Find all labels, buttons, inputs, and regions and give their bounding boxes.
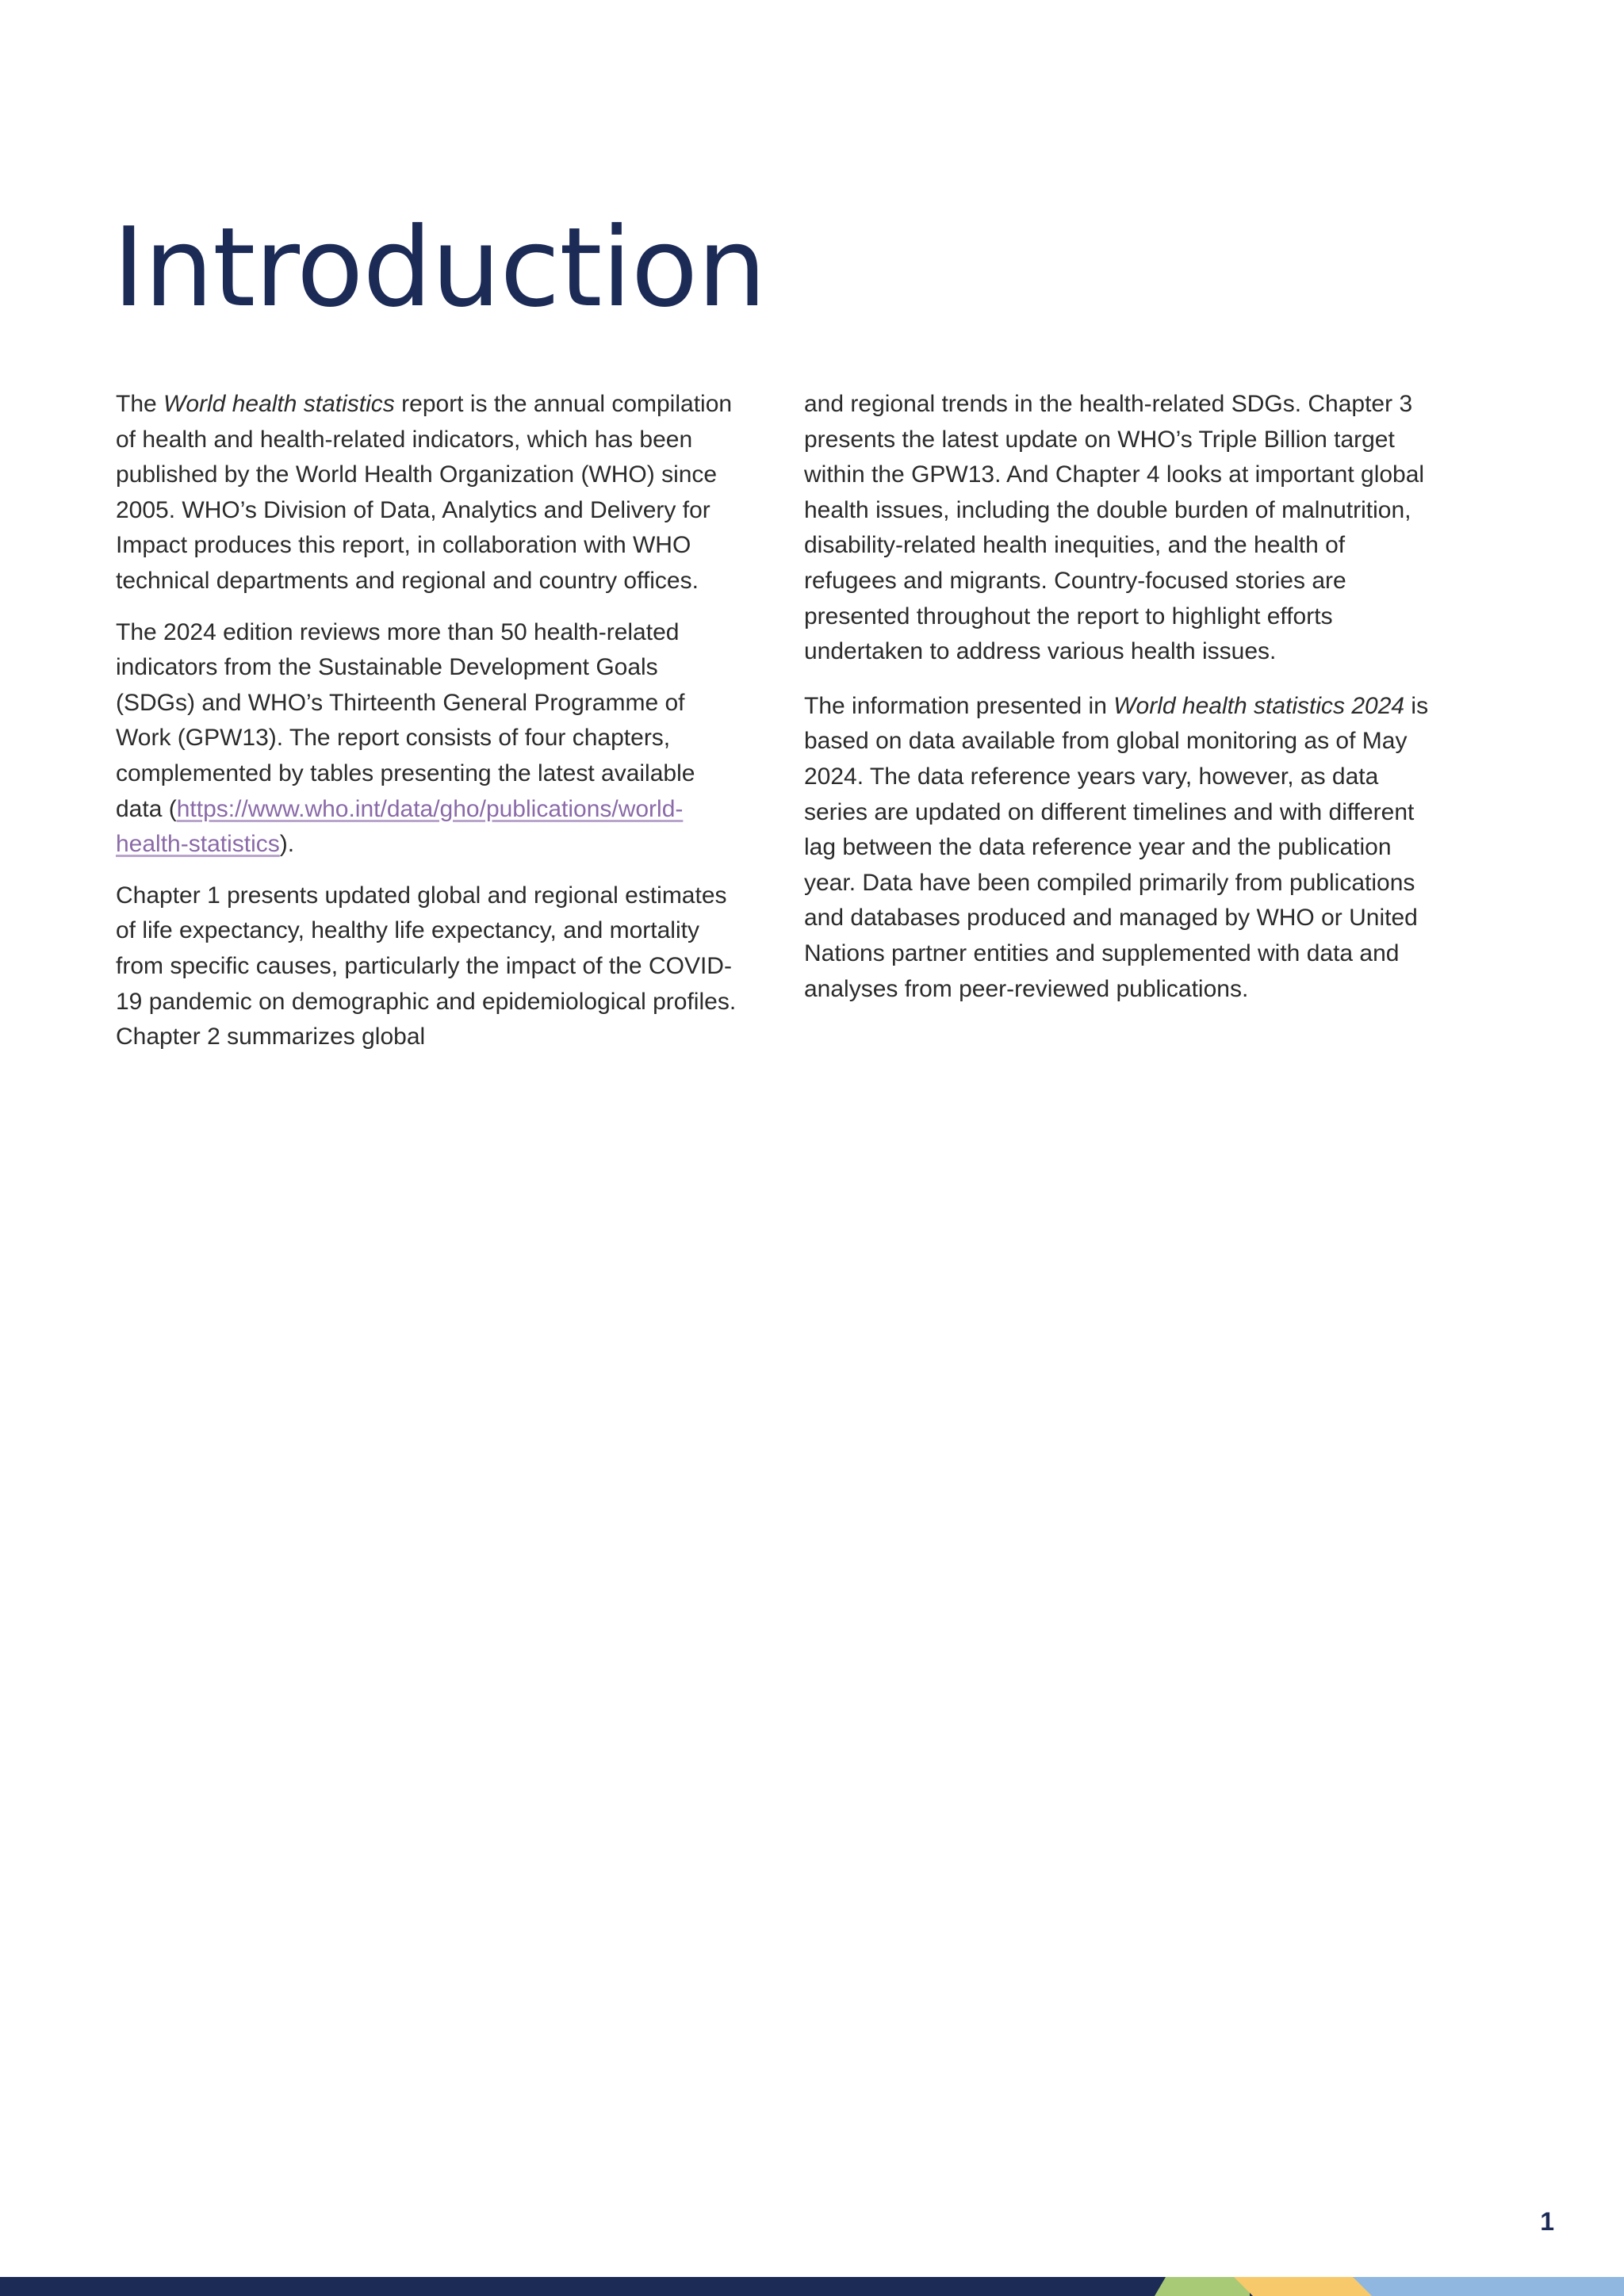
footer-band-blue	[1353, 2277, 1624, 2296]
paragraph-2024-edition-post: ).	[279, 831, 295, 858]
paragraph-data-information	[804, 689, 1431, 1007]
right-column	[804, 387, 1431, 1023]
paragraph-chapters-continued: and regional trends in the health-related SDGs. Chapter 3 presents the latest update on WHO’s Triple Billion target within the GPW13. And Chapter 4 looks at important global health issues, including the double burden of malnutrition, disability-related health inequities, and the health of refugees and migrants. Country-focused stories are presented throughout the report to highlight efforts undertaken to address various health issues.	[804, 391, 1425, 665]
paragraph-intro	[116, 387, 742, 599]
footer-band-yellow	[1234, 2277, 1377, 2296]
world-health-statistics-link[interactable]: https://www.who.int/data/gho/publications/world-health-statistics	[116, 795, 684, 858]
left-column	[116, 387, 742, 1071]
page-number: 1	[1540, 2207, 1554, 2236]
paragraph-intro-pre: The	[116, 391, 164, 417]
paragraph-2024-edition-pre: The 2024 edition reviews more than 50 health-related indicators from the Sustainable Development Goals (SDGs) and WHO’s Thirteenth General Programme of Work (GPW13). The report consists of four chapters, complemented by tables presenting the latest available data (	[116, 618, 695, 822]
paragraph-data-information-pre: The information presented in	[804, 692, 1114, 719]
paragraph-chapter-1: Chapter 1 presents updated global and regional estimates of life expectancy, healthy life expectancy, and mortality from specific causes, particularly the impact of the COVID-19 pandemic on demographic and epidemiological profiles. Chapter 2 summarizes global	[116, 882, 737, 1050]
report-title-italic: World health statistics	[163, 391, 395, 417]
footer-band-green	[1155, 2277, 1250, 2296]
paragraph-data-information-post: is based on data available from global monitoring as of May 2024. The data reference years vary, however, as data series are updated on different timelines and with different lag between the data reference year and the publication year. Data have been compiled primarily from publications and databases produced and managed by WHO or United Nations partner entities and supplemented with data and analyses from peer-reviewed publications.	[804, 692, 1429, 1002]
paragraph-intro-post: report is the annual compilation of health and health-related indicators, which has been published by the World Health Organization (WHO) since 2005. WHO’s Division of Data, Analytics and Delivery for Impact produces this report, in collaboration with WHO technical departments and regional and country offices.	[116, 391, 733, 594]
page-title: Introduction	[113, 204, 766, 331]
report-title-2024-italic: World health statistics 2024	[1113, 692, 1405, 719]
paragraph-2024-edition	[116, 615, 742, 863]
